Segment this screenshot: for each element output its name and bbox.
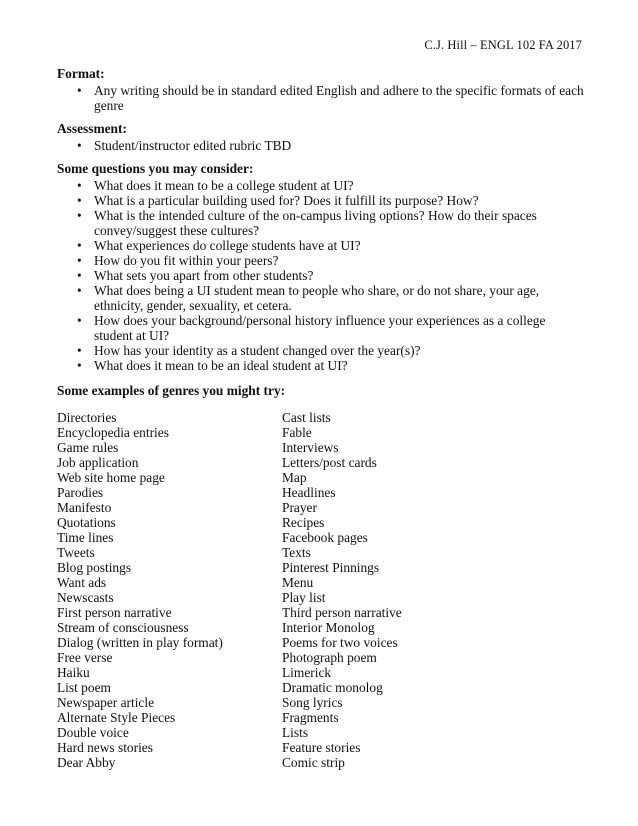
genre-item: Facebook pages [282, 530, 368, 545]
genre-item: Comic strip [282, 755, 345, 770]
genre-item: Fragments [282, 710, 339, 725]
questions-section [57, 161, 587, 373]
document-body [57, 66, 587, 770]
list-item [57, 343, 587, 358]
format-list [57, 83, 587, 113]
list-item [57, 238, 587, 253]
genre-item: Blog postings [57, 560, 132, 575]
bullet-glyph: • [77, 83, 82, 98]
bullet-glyph: • [77, 208, 82, 223]
genre-item: Play list [282, 590, 326, 605]
list-item [57, 253, 587, 268]
assessment-heading: Assessment: [57, 121, 127, 136]
genre-item: Parodies [57, 485, 104, 500]
list-item-text: How do you fit within your peers? [94, 253, 279, 268]
list-item [57, 313, 587, 343]
genre-item: Game rules [57, 440, 119, 455]
genre-item: Interviews [282, 440, 339, 455]
genre-item: Limerick [282, 665, 332, 680]
genre-item: Photograph poem [282, 650, 377, 665]
genre-item: Recipes [282, 515, 325, 530]
bullet-glyph: • [77, 138, 82, 153]
genre-item: First person narrative [57, 605, 172, 620]
bullet-glyph: • [77, 178, 82, 193]
list-item [57, 138, 587, 153]
genres-section [57, 383, 587, 770]
format-heading: Format: [57, 66, 105, 81]
bullet-glyph: • [77, 268, 82, 283]
bullet-glyph: • [77, 283, 82, 298]
list-item-text: How has your identity as a student changed over the year(s)? [94, 343, 421, 358]
genre-item: Letters/post cards [282, 455, 377, 470]
list-item-text: Student/instructor edited rubric TBD [94, 138, 292, 153]
genre-item: Double voice [57, 725, 129, 740]
list-item [57, 178, 587, 193]
list-item [57, 358, 587, 373]
list-item-text: What does it mean to be a college student at UI? [94, 178, 354, 193]
genre-item: Prayer [282, 500, 317, 515]
genre-item: Song lyrics [282, 695, 343, 710]
genre-item: Newscasts [57, 590, 114, 605]
bullet-glyph: • [77, 313, 82, 328]
list-item-text: What is a particular building used for? Does it fulfill its purpose? How? [94, 193, 479, 208]
genre-item: Dramatic monolog [282, 680, 383, 695]
list-item [57, 193, 587, 208]
list-item [57, 83, 587, 113]
list-item-text: How does your background/personal history influence your experiences as a college student at UI? [94, 313, 546, 343]
genre-item: Menu [282, 575, 314, 590]
genre-item: Hard news stories [57, 740, 153, 755]
genre-item: Job application [57, 455, 139, 470]
genre-item: Directories [57, 410, 117, 425]
genre-item: Dear Abby [57, 755, 116, 770]
genre-item: Texts [282, 545, 311, 560]
genre-item: Tweets [57, 545, 95, 560]
list-item-text: What does being a UI student mean to people who share, or do not share, your age, ethnicity, gender, sexuality, et cetera. [94, 283, 540, 313]
bullet-glyph: • [77, 193, 82, 208]
genres-left-column [57, 410, 282, 770]
genre-item: Headlines [282, 485, 336, 500]
questions-list [57, 178, 587, 373]
genre-item: Dialog (written in play format) [57, 635, 223, 650]
assessment-section [57, 121, 587, 153]
genre-item: Haiku [57, 665, 90, 680]
bullet-glyph: • [77, 238, 82, 253]
genre-item: Lists [282, 725, 309, 740]
genre-item: Manifesto [57, 500, 112, 515]
genre-item: Time lines [57, 530, 114, 545]
genre-item: Interior Monolog [282, 620, 375, 635]
genre-item: Map [282, 470, 307, 485]
genre-item: Poems for two voices [282, 635, 398, 650]
list-item [57, 268, 587, 283]
genre-item: Fable [282, 425, 312, 440]
genre-item: Web site home page [57, 470, 165, 485]
bullet-glyph: • [77, 358, 82, 373]
bullet-glyph: • [77, 253, 82, 268]
list-item-text: Any writing should be in standard edited English and adhere to the specific formats of each genre [94, 83, 584, 113]
genre-item: Alternate Style Pieces [57, 710, 176, 725]
genre-item: Encyclopedia entries [57, 425, 169, 440]
genre-item: Quotations [57, 515, 116, 530]
list-item-text: What experiences do college students have at UI? [94, 238, 361, 253]
genre-item: Free verse [57, 650, 113, 665]
format-section [57, 66, 587, 113]
genre-item: Cast lists [282, 410, 331, 425]
questions-heading: Some questions you may consider: [57, 161, 254, 176]
bullet-glyph: • [77, 343, 82, 358]
list-item-text: What is the intended culture of the on-campus living options? How do their spaces convey/suggest these cultures? [94, 208, 537, 238]
list-item-text: What does it mean to be an ideal student at UI? [94, 358, 348, 373]
genre-item: Stream of consciousness [57, 620, 189, 635]
assessment-list [57, 138, 587, 153]
genre-item: Want ads [57, 575, 107, 590]
genre-item: List poem [57, 680, 111, 695]
genres-right-column [282, 410, 542, 770]
genres-columns [57, 410, 587, 770]
list-item [57, 208, 587, 238]
genre-item: Feature stories [282, 740, 361, 755]
genre-item: Pinterest Pinnings [282, 560, 380, 575]
page-header: C.J. Hill – ENGL 102 FA 2017 [424, 38, 582, 52]
list-item-text: What sets you apart from other students? [94, 268, 314, 283]
list-item [57, 283, 587, 313]
genre-item: Newspaper article [57, 695, 155, 710]
genre-item: Third person narrative [282, 605, 402, 620]
genres-heading: Some examples of genres you might try: [57, 383, 286, 398]
